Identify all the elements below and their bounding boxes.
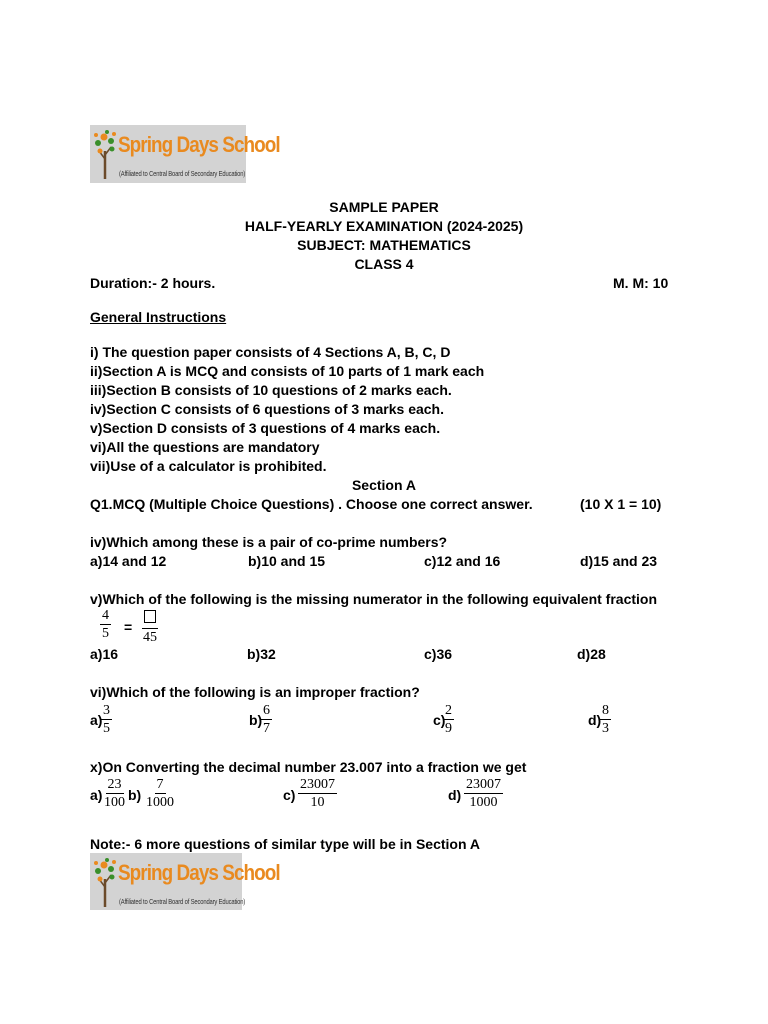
fraction-numerator: 8	[602, 703, 609, 718]
option-d-label: d)	[588, 712, 602, 728]
option-d-label: d)	[448, 787, 462, 803]
option-b-fraction	[261, 703, 272, 736]
fraction-numerator: 23007	[466, 777, 501, 792]
fraction-denominator: 1000	[146, 795, 174, 810]
school-name: Spring Days School	[118, 132, 280, 157]
option-a-label: a)	[90, 787, 103, 803]
affiliation-text: (Affiliated to Central Board of Secondary Education)	[119, 897, 246, 906]
fraction-denominator: 100	[104, 795, 125, 810]
section-a-heading: Section A	[351, 477, 417, 493]
option-a-fraction	[101, 703, 112, 736]
question-v: v)Which of the following is the missing numerator in the following equivalent fraction	[90, 591, 658, 607]
instruction-item: v)Section D consists of 3 questions of 4 marks each.	[90, 420, 441, 436]
instruction-item: iii)Section B consists of 10 questions of 2 marks each.	[90, 382, 452, 398]
option-a: a)16	[90, 646, 119, 662]
tree-icon	[92, 129, 118, 179]
school-name: Spring Days School	[118, 860, 280, 885]
fraction-numerator: 6	[263, 703, 270, 718]
option-c: c)36	[424, 646, 453, 662]
option-c-label: c)	[433, 712, 446, 728]
option-b-label: b)	[128, 787, 142, 803]
option-a: a)14 and 12	[90, 553, 167, 569]
fraction-numerator: 3	[103, 703, 110, 718]
q1-marks: (10 X 1 = 10)	[580, 496, 662, 512]
equals-sign: =	[124, 619, 133, 635]
fraction-numerator: 23	[107, 777, 122, 792]
fraction-denominator: 5	[102, 626, 109, 641]
fraction-numerator: 2	[445, 703, 452, 718]
fraction-denominator: 1000	[469, 795, 498, 810]
instruction-item: iv)Section C consists of 6 questions of 3 marks each.	[90, 401, 444, 417]
question-iv: iv)Which among these is a pair of co-prime numbers?	[90, 534, 448, 550]
option-c-label: c)	[283, 787, 296, 803]
missing-numerator	[142, 608, 158, 629]
option-c: c)12 and 16	[424, 553, 501, 569]
option-d: d)15 and 23	[580, 553, 658, 569]
instruction-item: vi)All the questions are mandatory	[90, 439, 320, 455]
subject-title: SUBJECT: MATHEMATICS	[297, 237, 471, 253]
instruction-item: vii)Use of a calculator is prohibited.	[90, 458, 327, 474]
instruction-item: ii)Section A is MCQ and consists of 10 parts of 1 mark each	[90, 363, 485, 379]
empty-box-icon	[144, 610, 156, 623]
equivalent-fraction-right	[141, 608, 159, 645]
option-b: b)10 and 15	[248, 553, 326, 569]
fraction-denominator: 3	[602, 721, 609, 736]
question-x: x)On Converting the decimal number 23.007 into a fraction we get	[90, 759, 527, 775]
class-title: CLASS 4	[354, 256, 414, 272]
option-d-fraction	[600, 703, 611, 736]
option-d-fraction	[464, 777, 503, 810]
option-a-fraction	[102, 777, 127, 810]
fraction-numerator: 4	[102, 608, 109, 623]
duration-text: Duration:- 2 hours.	[90, 275, 216, 291]
tree-icon	[92, 857, 118, 907]
fraction-denominator: 45	[143, 630, 157, 645]
affiliation-text: (Affiliated to Central Board of Secondary Education)	[119, 169, 246, 178]
option-a-label: a)	[90, 712, 103, 728]
note-text: Note:- 6 more questions of similar type will be in Section A	[90, 836, 480, 852]
exam-title: HALF-YEARLY EXAMINATION (2024-2025)	[244, 218, 524, 234]
option-d: d)28	[577, 646, 606, 662]
q1-text: Q1.MCQ (Multiple Choice Questions) . Choose one correct answer.	[90, 496, 533, 512]
fraction-numerator: 7	[156, 777, 164, 792]
fraction-denominator: 10	[310, 795, 325, 810]
school-logo-footer	[90, 853, 280, 910]
option-b: b)32	[247, 646, 276, 662]
option-c-fraction	[443, 703, 454, 736]
option-b-fraction	[144, 777, 176, 810]
fraction-denominator: 7	[263, 721, 270, 736]
option-b-label: b)	[249, 712, 263, 728]
paper-title: SAMPLE PAPER	[329, 199, 439, 215]
instruction-item: i) The question paper consists of 4 Sections A, B, C, D	[90, 344, 451, 360]
fraction-numerator: 23007	[300, 777, 335, 792]
school-logo	[90, 125, 280, 183]
max-marks-text: M. M: 10	[613, 275, 669, 291]
question-vi: vi)Which of the following is an improper fraction?	[90, 684, 420, 700]
option-c-fraction	[298, 777, 337, 810]
equivalent-fraction-left	[100, 608, 111, 641]
instructions-heading: General Instructions	[90, 309, 227, 325]
fraction-denominator: 9	[445, 721, 452, 736]
fraction-denominator: 5	[103, 721, 110, 736]
